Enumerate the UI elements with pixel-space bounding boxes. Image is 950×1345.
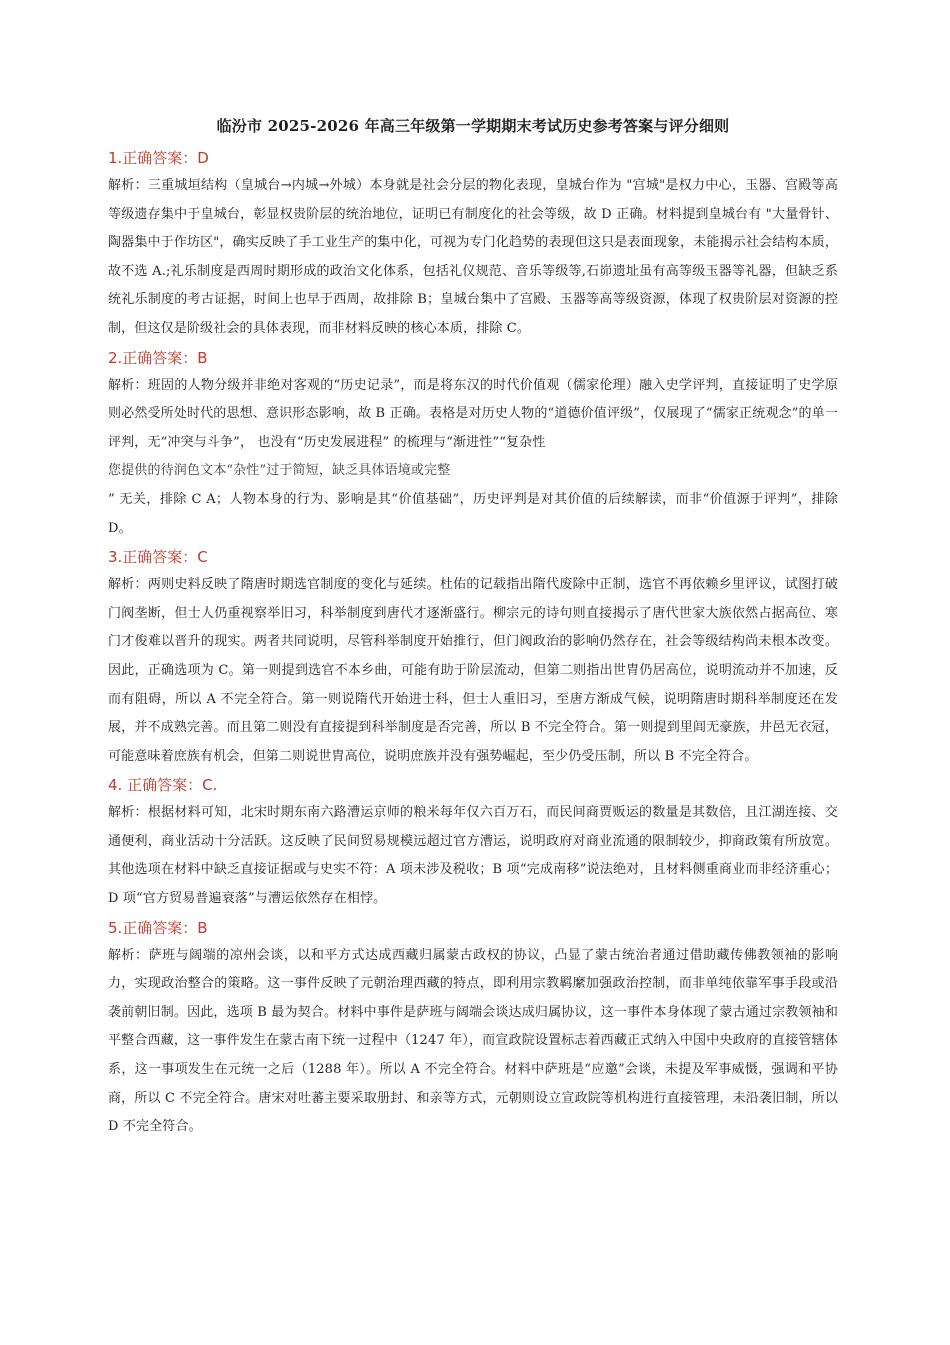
answer-document [108, 112, 838, 1142]
question-3-answer-heading: 3.正确答案：C [108, 548, 208, 567]
question-1-answer-heading: 1.正确答案：D [108, 149, 209, 167]
question-4-section [108, 771, 838, 913]
question-2-section [108, 344, 838, 544]
question-3-analysis: 解析：两则史料反映了隋唐时期选官制度的变化与延续。杜佑的记载指出隋代废除中正制，选官不再依赖乡里评议，试图打破门阀垄断，但士人仍重视察举旧习，科举制度到唐代才逐渐盛行。柳宗元的诗句则直接揭示了唐代世家大族依然占据高位、寒门才俊难以晋升的现实。两者共同说明，尽管科举制度开始推行，但门阀政治的影响仍然存在，社会等级结构尚未根本改变。因此，正确选项为 C。第一则提到选官不本乡曲，可能有助于阶层流动，但第二则指出世胄仍居高位，说明流动并不加速，反而有阻碍，所以 A 不完全符合。第一则说隋代开始进士科，但士人重旧习，至唐方渐成气候，说明隋唐时期科举制度还在发展，并不成熟完善。而且第二则没有直接提到科举制度是否完善，所以 B 不完全符合。第一则提到里闾无豪族，井邑无衣冠，可能意味着庶族有机会，但第二则说世胄高位，说明庶族并没有强势崛起，至少仍受压制，所以 B 不完全符合。 [108, 577, 838, 764]
question-5-section [108, 914, 838, 1142]
question-4-answer-heading: 4. 正确答案：C. [108, 776, 218, 795]
question-4-analysis: 解析：根据材料可知，北宋时期东南六路漕运京师的粮米每年仅六百万石，而民间商贾贩运的数量是其数倍，且江湖连接、交通便利，商业活动十分活跃。这反映了民间贸易规模远超过官方漕运，说明政府对商业流通的限制较少，抑商政策有所放宽。其他选项在材料中缺乏直接证据或与史实不符：A 项未涉及税收；B 项“完成南移”说法绝对，且材料侧重商业而非经济重心；D 项“官方贸易普遍衰落”与漕运依然存在相悖。 [108, 805, 838, 907]
question-2-analysis-continued: ” 无关，排除 C A；人物本身的行为、影响是其“价值基础”，历史评判是对其价值的后续解读，而非“价值源于评判”，排除 D。 [108, 491, 838, 536]
question-2-analysis: 解析：班固的人物分级并非绝对客观的“历史记录”，而是将东汉的时代价值观（儒家伦理）融入史学评判，直接证明了史学原则必然受所处时代的思想、意识形态影响，故 B 正确。表格是对历史人物的“道德价值评级”，仅展现了“儒家正统观念”的单一评判，无“冲突与斗争”， 也没有“历史发展进程” 的梳理与“渐进性”“复杂性 [108, 377, 838, 450]
question-3-section [108, 543, 838, 771]
question-2-answer-heading: 2.正确答案：B [108, 348, 208, 367]
question-2-stray-note: 您提供的待润色文本“杂性”过于简短，缺乏具体语境或完整 [108, 463, 451, 479]
question-5-analysis: 解析：萨班与阔端的凉州会谈，以和平方式达成西藏归属蒙古政权的协议，凸显了蒙古统治者通过借助藏传佛教领袖的影响力，实现政治整合的策略。这一事件反映了元朝治理西藏的特点，即利用宗教羁縻加强政治控制，而非单纯依靠军事手段或沿袭前朝旧制。因此，选项 B 最为契合。材料中事件是萨班与阔端会谈达成归属协议，这一事件本身体现了蒙古通过宗教领袖和平整合西藏，这一事件发生在蒙古南下统一过程中（1247 年），而宣政院设置标志着西藏正式纳入中国中央政府的直接管辖体系，这一事项发生在元统一之后（1288 年）。所以 A 不完全符合。材料中萨班是“应邀”会谈，未提及军事威慑，强调和平协商，所以 C 不完全符合。唐宋对吐蕃主要采取册封、和亲等方式，元朝则设立宣政院等机构进行直接管理，未沿袭旧制，所以 D 不完全符合。 [108, 947, 838, 1135]
question-1-analysis: 解析：三重城垣结构（皇城台→内城→外城）本身就是社会分层的物化表现，皇城台作为 "宫城"是权力中心，玉器、宫殿等高等级遗存集中于皇城台，彰显权贵阶层的统治地位，证明已有制度化的社会等级，故 D 正确。材料提到皇城台有 "大量骨针、陶器集中于作坊区"，确实反映了手工业生产的集中化，可视为专门化趋势的表现但这只是表面现象，未能揭示社会结构本质，故不选 A.;礼乐制度是西周时期形成的政治文化体系，包括礼仪规范、音乐等级等,石峁遗址虽有高等级玉器等礼器，但缺乏系统礼乐制度的考古证据，时间上也早于西周，故排除 B；皇城台集中了宫殿、玉器等高等级资源，体现了权贵阶层对资源的控制，但这仅是阶级社会的具体表现，而非材料反映的核心本质，排除 C。 [108, 178, 838, 336]
question-1-section [108, 144, 838, 344]
question-5-answer-heading: 5.正确答案：B [108, 918, 208, 937]
document-title: 临汾市 2025-2026 年高三年级第一学期期末考试历史参考答案与评分细则 [216, 117, 730, 135]
